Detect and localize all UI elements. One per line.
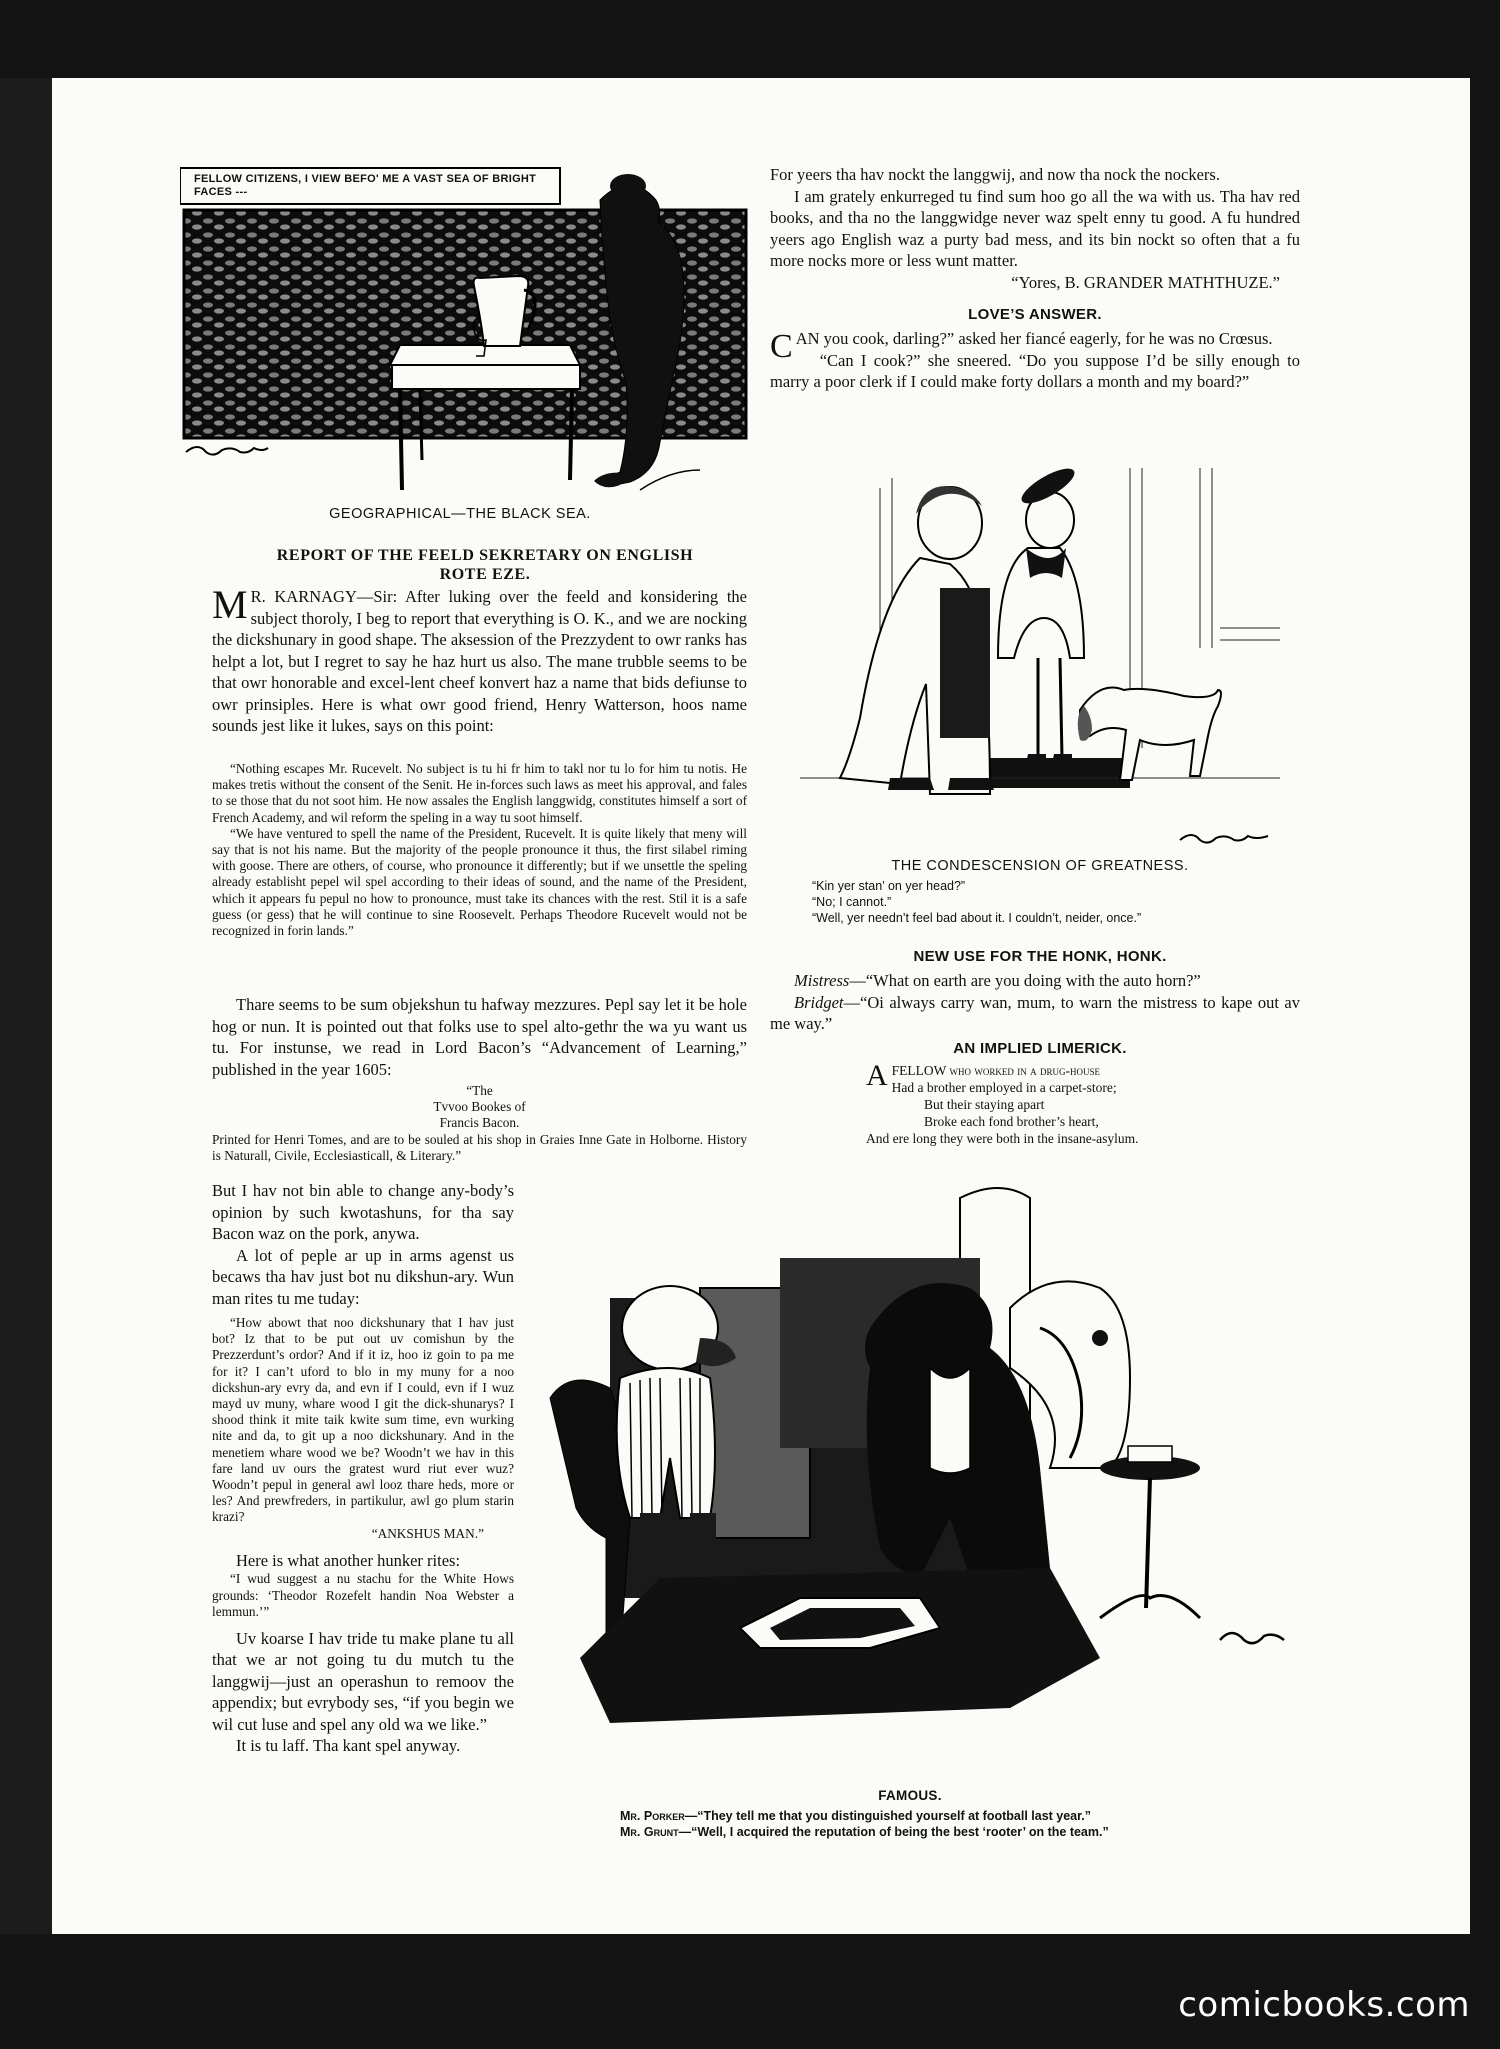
limerick-line-3: But their staying apart xyxy=(924,1097,1045,1112)
bacon-citation xyxy=(212,1083,747,1164)
report-intro-paragraph xyxy=(212,582,747,737)
report-continued-para-1: For yeers tha hav nockt the langgwij, and now tha nock the nockers. xyxy=(770,165,1220,184)
hunker-quote-text: “I wud suggest a nu stachu for the White Hows grounds: ‘Theodor Rozefelt handin Noa Webster a lemmun.’” xyxy=(212,1571,514,1619)
limerick-title: AN IMPLIED LIMERICK. xyxy=(953,1040,1127,1057)
condescension-caption: THE CONDESCENSION OF GREATNESS. xyxy=(891,858,1189,874)
report-paragraph-6: Uv koarse I hav tride tu make plane tu all that we ar not going tu du mutch tu the langgwij—just an operashun to remoov the appendix; but evrybody ses, “if you begin we wil cut luse and spel any old wa we like.” xyxy=(212,1628,514,1734)
report-dropcap: M xyxy=(212,582,248,627)
report-paragraph-4: A lot of peple ar up in arms agenst us becaws tha hav just bot nu dikshun-ary. Wun man rites tu me tuday: xyxy=(212,1245,514,1308)
honk-text-2: —“Oi always carry wan, mum, to warn the mistress to kape out av me way.” xyxy=(770,992,1300,1033)
report-title xyxy=(205,546,765,584)
hunker-quote xyxy=(212,1571,514,1620)
black-sea-banner-text: FELLOW CITIZENS, I VIEW BEFO' ME A VAST SEA OF BRIGHT FACES --- xyxy=(194,173,537,198)
report-paragraph-5: Here is what another hunker rites: xyxy=(236,1550,461,1570)
report-paragraph-2-text: Thare seems to be sum objekshun tu hafway mezzures. Pepl say let it be hole hog or nun. It is pointed out that folks use to spel alto-gethr the wa yu want us tu. For instunse, we read in Lord Bacon’s “Advancement of Learning,” published in the year 1605: xyxy=(212,995,747,1079)
report-title-line-1: REPORT OF THE FEELD SEKRETARY ON ENGLISH xyxy=(276,547,694,564)
watterson-quote-para-1: “Nothing escapes Mr. Rucevelt. No subject is tu hi fr him to takl nor tu lo for him tu notis. He makes tretis without the consent of the Senit. He in-forces such laws as meet his approval, and fales to se those that du not soot him. He now assales the English langgwidg, constitutes himself a sort of French Academy, and wil reform the speling in a way tu soot himself. xyxy=(212,761,747,825)
binding-spine xyxy=(0,78,52,1934)
honk-text-1: —“What on earth are you doing with the auto horn?” xyxy=(849,971,1201,990)
loves-answer-dropcap: C xyxy=(770,328,793,365)
honk-speaker-2: Bridget xyxy=(794,992,844,1012)
famous-caption: FAMOUS. xyxy=(878,1788,942,1803)
report-paragraph-2 xyxy=(212,994,747,1080)
condescension-line-1: “Kin yer stan’ on yer head?” xyxy=(812,879,966,893)
famous-illustration xyxy=(540,1178,1340,1738)
report-paragraph-7: It is tu laff. Tha kant spel anyway. xyxy=(236,1736,461,1756)
honk-speaker-1: Mistress xyxy=(794,971,850,990)
anxious-man-quote xyxy=(212,1315,514,1542)
honk-line-1 xyxy=(770,970,1300,992)
watterson-quote xyxy=(212,761,747,939)
famous-text-1: —“They tell me that you distinguished yourself at football last year.” xyxy=(684,1809,1092,1823)
report-signature: “Yores, B. GRANDER MATHTHUZE.” xyxy=(1011,272,1280,292)
anxious-man-quote-text: “How abowt that noo dickshunary that I hav just bot? Iz that to be put out uv comishun by the Prezzerdunt’s ordor? And if it iz, hoo iz goin to pa me for it? I can’t uford to blo in my muny for a noo dickshun-ary evry da, and evn if I could, evn if I wuz mayd uv muny, whare wood I git the dick-shunarys? I shood think it mite taik kwite sum time, evn wurking nite and da, to git up a noo dickshunary. And in the menetiem whare wood we be? Woodn’t we hav in this fare land uv ours the gratest wurd riut ever wuz? Woodn’t pepul in general awl looz thare heds, more or les? And prewfreders, in partikulur, awl go plum starin krazi? xyxy=(212,1315,514,1525)
honk-body xyxy=(770,970,1300,1035)
bacon-line-2: Tvvoo Bookes of xyxy=(433,1099,526,1115)
loves-answer-para-2: “Can I cook?” she sneered. “Do you suppose I’d be silly enough to marry a poor clerk if I could make forty dollars a month and my board?” xyxy=(770,350,1300,391)
limerick-line-1-text: FELLOW who worked in a drug-house xyxy=(891,1063,1101,1078)
anxious-man-signature: “ANKSHUS MAN.” xyxy=(371,1525,484,1541)
condescension-line-2: “No; I cannot.” xyxy=(812,895,892,909)
report-narrow-column xyxy=(212,1180,514,1757)
black-sea-illustration xyxy=(180,160,750,500)
honk-line-2 xyxy=(770,992,1300,1035)
limerick-line-2: Had a brother employed in a carpet-store; xyxy=(891,1080,1117,1095)
report-intro-text: R. KARNAGY—Sir: After luking over the feeld and konsidering the subject thoroly, I beg to report that everything is O. K., and we are nocking the dickshunary in good shape. The aksession of the Prezzydent to owr ranks has helpt a lot, but I regret to say he haz hurt us also. The mane trubble seems to be that owr honorable and excel-lent cheef konvert haz a name that bids defiunse to owr prinsiples. Here is what owr good friend, Henry Watterson, hoos name sounds jest like it lukes, says on this point: xyxy=(212,587,747,735)
famous-line-2 xyxy=(620,1824,1320,1840)
famous-speaker-2: Mr. Grunt xyxy=(620,1825,679,1839)
famous-speaker-1: Mr. Porker xyxy=(620,1809,685,1823)
report-title-line-2: ROTE EZE. xyxy=(439,566,531,583)
site-watermark: comicbooks.com xyxy=(1178,1985,1470,2025)
famous-text-2: —“Well, I acquired the reputation of being the best ‘rooter’ on the team.” xyxy=(678,1825,1109,1839)
limerick-line-5: And ere long they were both in the insane-asylum. xyxy=(866,1131,1139,1146)
honk-title: NEW USE FOR THE HONK, HONK. xyxy=(913,948,1167,965)
condescension-illustration xyxy=(780,448,1300,856)
famous-line-1 xyxy=(620,1808,1320,1824)
loves-answer-title: LOVE’S ANSWER. xyxy=(968,306,1102,323)
report-continued-para-2: I am grately enkurreged tu find sum hoo go all the wa with us. Tha hav red books, and tha no the langgwidge never waz spelt enny tu good. A fu hundred yeers ago English waz a purty bad mess, and its bin nockt so often that a fu more nocks more or less wunt matter. xyxy=(770,186,1300,270)
report-continued xyxy=(770,164,1300,293)
condescension-line-3: “Well, yer needn’t feel bad about it. I couldn’t, neider, once.” xyxy=(812,911,1142,925)
bacon-line-3: Francis Bacon. xyxy=(439,1115,520,1131)
limerick-line-4: Broke each fond brother’s heart, xyxy=(924,1114,1099,1129)
bacon-line-1: “The xyxy=(466,1083,493,1098)
loves-answer-body xyxy=(770,328,1300,393)
limerick-body xyxy=(866,1059,1296,1147)
famous-dialog xyxy=(620,1808,1320,1840)
watterson-quote-para-2: “We have ventured to spell the name of the President, Rucevelt. It is quite likely that meny will say that is not his name. But the majority of the people pronounce it thus, the first silabel riming with goose. There are others, of course, who pronounce it differently; but if we unsettle the speling already establisht pepel wil spel according to their ideas of sound, and the name of the President, which it appears fu pepul no how to pronounce, must take its chances with the rest. Stil it is a safe guess (or gess) that he will continue to sine Roosevelt. Perhaps Theodore Rucevelt would not be recognized in forin lands.” xyxy=(212,825,747,939)
report-paragraph-3: But I hav not bin able to change any-body’s opinion by such kwotashuns, for tha say Bacon waz on the pork, anywa. xyxy=(212,1181,514,1243)
bacon-line-4: Printed for Henri Tomes, and are to be souled at his shop in Graies Inne Gate in Holborne. History is Naturall, Civile, Ecclesiasticall, & Literary.” xyxy=(212,1131,747,1163)
condescension-dialog xyxy=(812,878,1302,926)
limerick-dropcap: A xyxy=(866,1059,888,1092)
black-sea-caption: GEOGRAPHICAL—THE BLACK SEA. xyxy=(329,506,591,522)
loves-answer-para-1: AN you cook, darling?” asked her fiancé eagerly, for he was no Crœsus. xyxy=(795,329,1273,348)
